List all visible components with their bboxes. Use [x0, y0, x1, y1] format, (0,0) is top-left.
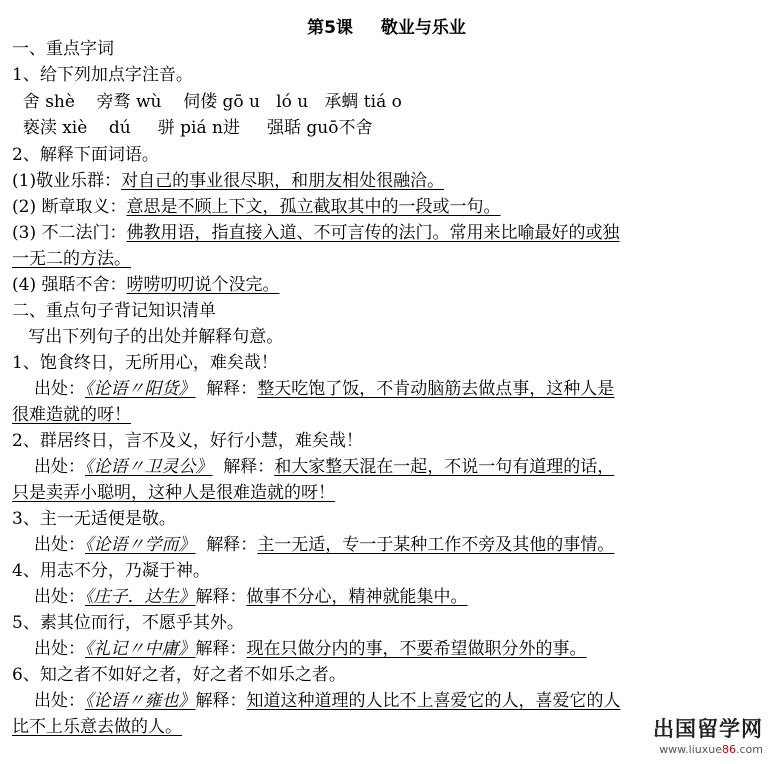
source-line: 出处：《礼记〃中庸》解释：现在只做分内的事，不要希望做职分外的事。 — [34, 639, 587, 659]
section-heading: 一、重点字词 — [12, 39, 114, 59]
source-line: 出处：《论语〃卫灵公》 解释：和大家整天混在一起，不说一句有道理的话， — [34, 457, 615, 477]
term-item — [12, 170, 755, 192]
pinyin-line: 舍 shè 旁骛 wù 伺偻 gō u ló u 承蜩 tiá o — [12, 92, 402, 112]
question-heading: 1、给下列加点字注音。 — [12, 65, 193, 85]
source-line: 出处：《论语〃学而》 解释：主一无适，专一于某种工作不旁及其他的事情。 — [34, 535, 615, 555]
term-continuation: 一无二的方法。 — [12, 249, 131, 269]
instruction: 写出下列句子的出处并解释句意。 — [12, 327, 284, 347]
explanation: 和大家整天混在一起，不说一句有道理的话， — [274, 457, 615, 477]
source-work: 《论语〃雍也》 — [85, 691, 196, 711]
sentence: 1、饱食终日，无所用心，难矣哉！ — [12, 353, 278, 373]
explanation: 现在只做分内的事，不要希望做职分外的事。 — [246, 639, 587, 659]
watermark-url: www.liuxue86.com — [659, 743, 763, 756]
lesson-title — [0, 13, 773, 38]
sentence: 5、素其位而行，不愿乎其外。 — [12, 613, 244, 633]
site-watermark — [653, 713, 763, 756]
term-item — [12, 196, 755, 218]
source-line: 出处：《庄子．达生》解释：做事不分心，精神就能集中。 — [34, 587, 468, 607]
lesson-number: 第5课 — [307, 18, 353, 38]
source-work: 《论语〃学而》 — [85, 535, 196, 555]
term-label: (2) 断章取义： — [12, 197, 127, 217]
sentence: 2、群居终日，言不及义，好行小慧，难矣哉！ — [12, 431, 363, 451]
term-definition: 意思是不顾上下文，孤立截取其中的一段或一句。 — [126, 197, 501, 217]
explanation: 主一无适，专一于某种工作不旁及其他的事情。 — [257, 535, 615, 555]
term-definition: 佛教用语，指直接入道、不可言传的法门。常用来比喻最好的或独 — [126, 223, 620, 243]
explanation: 整天吃饱了饭，不肯动脑筋去做点事，这种人是 — [257, 379, 615, 399]
explanation-continuation: 很难造就的呀！ — [12, 405, 131, 425]
term-definition: 唠唠叨叨说个没完。 — [126, 275, 280, 295]
term-label: (1)敬业乐群： — [12, 171, 122, 191]
term-label: (4) 强聒不舍： — [12, 275, 127, 295]
explanation: 做事不分心，精神就能集中。 — [246, 587, 468, 607]
term-item — [12, 222, 755, 244]
term-item — [12, 274, 755, 296]
pinyin-line: 亵渎 xiè dú 骈 piá n进 强聒 guō不舍 — [12, 118, 373, 138]
question-heading: 2、解释下面词语。 — [12, 145, 159, 165]
sentence: 6、知之者不如好之者，好之者不如乐之者。 — [12, 665, 346, 685]
term-label: (3) 不二法门： — [12, 223, 127, 243]
watermark-name: 出国留学网 — [653, 717, 763, 741]
sentence: 4、用志不分，乃凝于神。 — [12, 561, 210, 581]
sentence: 3、主一无适便是敬。 — [12, 509, 176, 529]
source-work: 《庄子．达生》 — [85, 587, 196, 607]
explanation-continuation: 只是卖弄小聪明，这种人是很难造就的呀！ — [12, 483, 335, 503]
source-work: 《论语〃阳货》 — [85, 379, 196, 399]
term-definition: 对自己的事业很尽职，和朋友相处很融洽。 — [121, 171, 445, 191]
source-work: 《论语〃卫灵公》 — [85, 457, 213, 477]
source-work: 《礼记〃中庸》 — [85, 639, 196, 659]
source-line: 出处：《论语〃雍也》解释：知道这种道理的人比不上喜爱它的人，喜爱它的人 — [34, 691, 621, 711]
section-heading: 二、重点句子背记知识清单 — [12, 301, 216, 321]
explanation-continuation: 比不上乐意去做的人。 — [12, 717, 182, 737]
lesson-name: 敬业与乐业 — [380, 18, 466, 38]
source-line: 出处：《论语〃阳货》 解释：整天吃饱了饭，不肯动脑筋去做点事，这种人是 — [34, 379, 615, 399]
explanation: 知道这种道理的人比不上喜爱它的人，喜爱它的人 — [246, 691, 621, 711]
